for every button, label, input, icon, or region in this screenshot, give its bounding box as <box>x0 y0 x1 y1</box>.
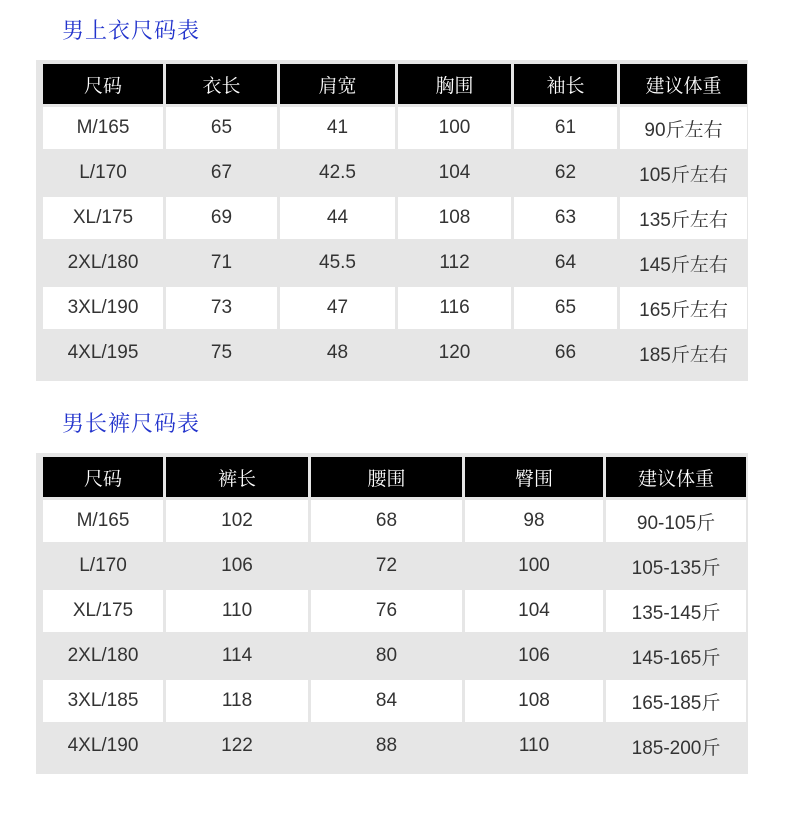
pants-table-cell: 3XL/185 <box>43 680 163 722</box>
shirt-header-cell: 建议体重 <box>620 64 747 104</box>
pants-table-row <box>43 635 746 677</box>
shirt-table-cell: 116 <box>398 287 511 329</box>
pants-table-cell: 135-145斤 <box>606 590 746 632</box>
shirt-table-cell: 42.5 <box>280 152 395 194</box>
pants-table-row <box>43 500 746 542</box>
pants-table-cell: 118 <box>166 680 308 722</box>
shirt-table-row <box>43 107 747 149</box>
pants-table-cell: L/170 <box>43 545 163 587</box>
shirt-table-cell: 3XL/190 <box>43 287 163 329</box>
shirt-header-cell: 袖长 <box>514 64 617 104</box>
pants-table-cell: 106 <box>465 635 603 677</box>
shirt-table-row <box>43 332 747 374</box>
shirt-table-cell: 73 <box>166 287 277 329</box>
pants-header-cell: 建议体重 <box>606 457 746 497</box>
shirt-table-cell: XL/175 <box>43 197 163 239</box>
shirt-table-cell: 66 <box>514 332 617 374</box>
shirt-table-cell: 69 <box>166 197 277 239</box>
shirt-size-table <box>40 61 750 377</box>
shirt-table-cell: 44 <box>280 197 395 239</box>
shirt-table-cell: 71 <box>166 242 277 284</box>
shirt-size-table-container <box>36 60 748 381</box>
shirt-table-cell: 62 <box>514 152 617 194</box>
shirt-table-cell: 75 <box>166 332 277 374</box>
pants-table-cell: M/165 <box>43 500 163 542</box>
shirt-table-cell: L/170 <box>43 152 163 194</box>
shirt-table-cell: 120 <box>398 332 511 374</box>
shirt-table-cell: 100 <box>398 107 511 149</box>
shirt-table-row <box>43 197 747 239</box>
pants-table-cell: 110 <box>465 725 603 767</box>
pants-table-row <box>43 545 746 587</box>
shirt-header-cell: 胸围 <box>398 64 511 104</box>
pants-table-body <box>43 500 746 767</box>
pants-table-cell: 165-185斤 <box>606 680 746 722</box>
pants-table-cell: 76 <box>311 590 462 632</box>
shirt-table-cell: 185斤左右 <box>620 332 747 374</box>
shirt-table-cell: 135斤左右 <box>620 197 747 239</box>
shirt-table-cell: 108 <box>398 197 511 239</box>
shirt-table-cell: 90斤左右 <box>620 107 747 149</box>
shirt-table-row <box>43 152 747 194</box>
pants-size-chart-title: 男长裤尺码表 <box>62 412 201 437</box>
shirt-table-cell: 165斤左右 <box>620 287 747 329</box>
shirt-table-cell: 61 <box>514 107 617 149</box>
shirt-table-row <box>43 242 747 284</box>
pants-table-cell: XL/175 <box>43 590 163 632</box>
pants-table-cell: 102 <box>166 500 308 542</box>
pants-table-cell: 145-165斤 <box>606 635 746 677</box>
shirt-table-cell: 2XL/180 <box>43 242 163 284</box>
pants-table-cell: 72 <box>311 545 462 587</box>
pants-table-cell: 110 <box>166 590 308 632</box>
pants-table-row <box>43 725 746 767</box>
pants-header-cell: 腰围 <box>311 457 462 497</box>
shirt-table-cell: 105斤左右 <box>620 152 747 194</box>
pants-header-cell: 尺码 <box>43 457 163 497</box>
shirt-table-cell: 67 <box>166 152 277 194</box>
shirt-table-cell: 4XL/195 <box>43 332 163 374</box>
shirt-table-cell: 112 <box>398 242 511 284</box>
pants-header-cell: 裤长 <box>166 457 308 497</box>
shirt-header-cell: 衣长 <box>166 64 277 104</box>
pants-table-cell: 185-200斤 <box>606 725 746 767</box>
shirt-table-cell: 145斤左右 <box>620 242 747 284</box>
pants-table-cell: 122 <box>166 725 308 767</box>
pants-table-row <box>43 680 746 722</box>
pants-table-cell: 2XL/180 <box>43 635 163 677</box>
shirt-table-cell: 63 <box>514 197 617 239</box>
pants-table-cell: 68 <box>311 500 462 542</box>
shirt-table-cell: 65 <box>166 107 277 149</box>
shirt-table-cell: 64 <box>514 242 617 284</box>
shirt-table-cell: 65 <box>514 287 617 329</box>
pants-table-cell: 4XL/190 <box>43 725 163 767</box>
shirt-table-cell: M/165 <box>43 107 163 149</box>
shirt-table-cell: 45.5 <box>280 242 395 284</box>
shirt-table-cell: 104 <box>398 152 511 194</box>
pants-size-table-container <box>36 453 748 774</box>
shirt-table-cell: 41 <box>280 107 395 149</box>
pants-table-cell: 108 <box>465 680 603 722</box>
pants-header-row <box>43 457 746 497</box>
shirt-size-chart-title: 男上衣尺码表 <box>62 19 201 44</box>
pants-table-cell: 84 <box>311 680 462 722</box>
pants-table-cell: 88 <box>311 725 462 767</box>
shirt-header-cell: 肩宽 <box>280 64 395 104</box>
pants-table-cell: 104 <box>465 590 603 632</box>
shirt-header-row <box>43 64 747 104</box>
pants-header-cell: 臀围 <box>465 457 603 497</box>
pants-table-cell: 98 <box>465 500 603 542</box>
shirt-table-cell: 47 <box>280 287 395 329</box>
pants-table-cell: 106 <box>166 545 308 587</box>
shirt-header-cell: 尺码 <box>43 64 163 104</box>
pants-table-cell: 80 <box>311 635 462 677</box>
shirt-table-body <box>43 107 747 374</box>
pants-size-table <box>40 454 749 770</box>
pants-table-cell: 100 <box>465 545 603 587</box>
shirt-table-cell: 48 <box>280 332 395 374</box>
pants-table-row <box>43 590 746 632</box>
pants-table-cell: 90-105斤 <box>606 500 746 542</box>
pants-table-cell: 105-135斤 <box>606 545 746 587</box>
pants-table-cell: 114 <box>166 635 308 677</box>
shirt-table-row <box>43 287 747 329</box>
